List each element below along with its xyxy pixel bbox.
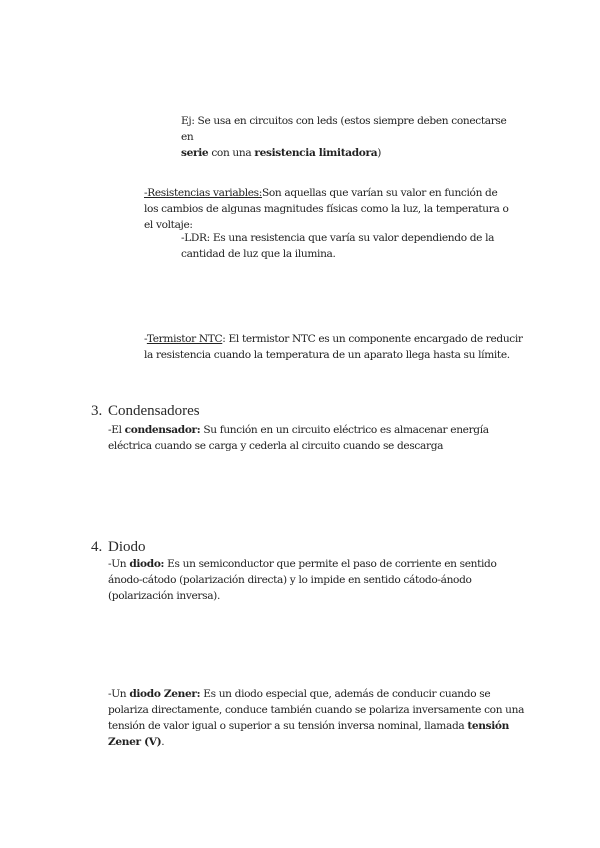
section-4-number: 4. bbox=[91, 539, 103, 555]
section-3-paragraph bbox=[108, 422, 528, 454]
ldr-paragraph bbox=[181, 230, 516, 262]
section-3-heading bbox=[91, 403, 200, 420]
variables-label: -Resistencias variables: bbox=[144, 187, 262, 199]
example-prefix: Ej: Se usa en circuitos con leds (estos siempre deben conectarse en bbox=[181, 115, 507, 143]
section-4-prefix: -Un bbox=[108, 558, 130, 570]
zener-term2: tensión Zener (V) bbox=[108, 720, 510, 748]
section-4-paragraph bbox=[108, 556, 498, 604]
section-4-title: Diodo bbox=[108, 539, 146, 555]
section-4-term: diodo: bbox=[129, 558, 165, 570]
variables-paragraph bbox=[144, 185, 514, 233]
section-3-number: 3. bbox=[91, 403, 103, 419]
section-3-text: Su función en un circuito eléctrico es almacenar energía eléctrica cuando se carga y cederla al circuito cuando se descarga bbox=[108, 424, 489, 452]
ntc-label: Termistor NTC bbox=[146, 333, 223, 345]
section-4-text: Es un semiconductor que permite el paso de corriente en sentido ánodo-cátodo (polarización directa) y lo impide en sentido cátodo-ánodo (polarización inversa). bbox=[108, 558, 497, 602]
zener-prefix: -Un bbox=[108, 688, 130, 700]
section-3-term: condensador: bbox=[124, 424, 201, 436]
ntc-dash: - bbox=[144, 333, 147, 345]
section-3-title: Condensadores bbox=[108, 403, 200, 419]
ntc-text: El termistor NTC es un componente encargado de reducir la resistencia cuando la temperatura de un aparato llega hasta su límite. bbox=[144, 333, 523, 361]
ldr-line2: cantidad de luz que la ilumina. bbox=[181, 248, 336, 260]
zener-term: diodo Zener: bbox=[129, 688, 201, 700]
zener-paragraph bbox=[108, 686, 530, 750]
example-close: ) bbox=[377, 147, 382, 159]
section-3-prefix: -El bbox=[108, 424, 125, 436]
ldr-label: -LDR: bbox=[181, 232, 210, 244]
zener-end: . bbox=[161, 736, 165, 748]
example-paragraph bbox=[181, 113, 516, 161]
ntc-colon: : bbox=[222, 333, 226, 345]
zener-text: Es un diodo especial que, además de conducir cuando se polariza directamente, conduce también cuando se polariza inversamente con una tensión de valor igual o superior a su tensión inversa nominal, llamada bbox=[108, 688, 525, 732]
example-middle: con una bbox=[208, 147, 255, 159]
example-resistencia: resistencia limitadora bbox=[254, 147, 378, 159]
section-4-heading bbox=[91, 539, 146, 556]
ntc-paragraph bbox=[144, 331, 529, 363]
example-serie: serie bbox=[181, 147, 209, 159]
ldr-line1: Es una resistencia que varía su valor dependiendo de la bbox=[209, 232, 495, 244]
variables-text: Son aquellas que varían su valor en función de los cambios de algunas magnitudes físicas como la luz, la temperatura o el voltaje: bbox=[144, 187, 509, 231]
